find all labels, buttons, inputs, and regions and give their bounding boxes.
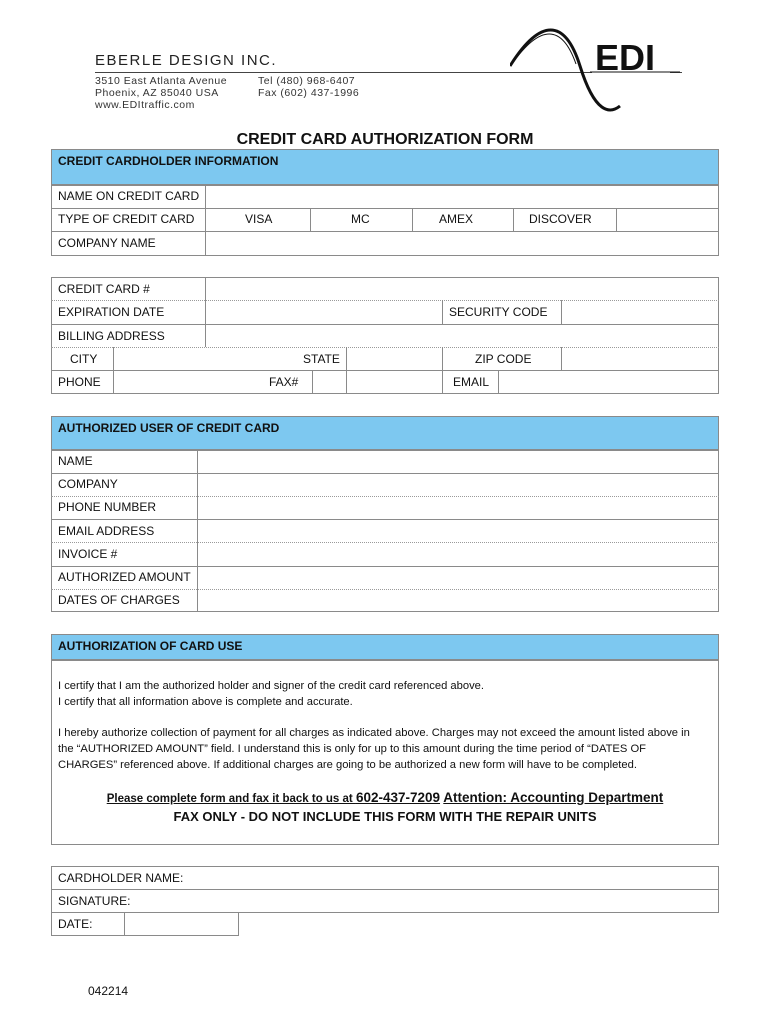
user-company-label: COMPANY [58, 477, 118, 491]
form-code: 042214 [88, 984, 129, 998]
card-type-visa[interactable]: VISA [245, 212, 273, 226]
invoice-label: INVOICE # [58, 547, 118, 561]
authorized-amount-label: AUTHORIZED AMOUNT [58, 570, 191, 584]
phone-label: PHONE [58, 375, 101, 389]
form-title: CREDIT CARD AUTHORIZATION FORM [236, 131, 534, 148]
fax-attention: Attention: Accounting Department [443, 790, 664, 805]
card-type-discover[interactable]: DISCOVER [529, 212, 592, 226]
user-email-label: EMAIL ADDRESS [58, 524, 155, 538]
signature-field[interactable] [140, 890, 718, 911]
signature-label: SIGNATURE: [58, 894, 131, 908]
security-code-field[interactable] [562, 301, 718, 323]
date-label: DATE: [58, 917, 93, 931]
state-label: STATE [303, 352, 340, 366]
billing-address-label: BILLING ADDRESS [58, 329, 165, 343]
address-line-2: Phoenix, AZ 85040 USA [95, 87, 219, 99]
company-name-label: COMPANY NAME [58, 236, 156, 250]
card-type-amex[interactable]: AMEX [439, 212, 474, 226]
authorization-paragraph-line-2: the “AUTHORIZED AMOUNT” field. I understand this is only for up to this amount during the time period of “DATES OF [58, 743, 646, 755]
user-phone-field[interactable] [198, 497, 718, 518]
user-name-field[interactable] [198, 451, 718, 472]
name-on-card-field[interactable] [206, 186, 718, 207]
fax-number: Fax (602) 437-1996 [258, 87, 360, 99]
telephone: Tel (480) 968-6407 [258, 75, 356, 87]
dates-of-charges-field[interactable] [198, 590, 718, 611]
cardholder-name-label: CARDHOLDER NAME: [58, 871, 184, 885]
authorization-paragraph-line-3: CHARGES” referenced above. If additional charges are going to be authorized a new form will have to be completed. [58, 759, 637, 771]
company-name: EBERLE DESIGN INC. [95, 52, 278, 69]
logo-text: EDI [595, 37, 656, 78]
fax-only-notice: FAX ONLY - DO NOT INCLUDE THIS FORM WITH THE REPAIR UNITS [173, 809, 597, 824]
state-field[interactable] [347, 348, 441, 369]
company-name-field[interactable] [206, 232, 718, 255]
security-code-label: SECURITY CODE [449, 305, 548, 319]
billing-address-field[interactable] [206, 325, 718, 346]
date-field[interactable] [125, 913, 238, 935]
zip-code-field[interactable] [562, 348, 718, 369]
fax-back-number: 602-437-7209 [355, 790, 441, 805]
fax-instructions [51, 789, 719, 807]
website: www.EDItraffic.com [95, 99, 195, 111]
authorization-paragraph-line-1: I hereby authorize collection of payment for all charges as indicated above. Charges may not exceed the amount listed above in [58, 727, 690, 739]
card-type-label: TYPE OF CREDIT CARD [58, 212, 195, 226]
authorized-amount-field[interactable] [198, 567, 718, 588]
edi-logo [510, 26, 685, 118]
card-number-label: CREDIT CARD # [58, 282, 150, 296]
authorization-header: AUTHORIZATION OF CARD USE [51, 634, 719, 660]
certify-line-1: I certify that I am the authorized holder and signer of the credit card referenced above. [58, 680, 484, 692]
zip-code-label: ZIP CODE [475, 352, 532, 366]
authorized-user-header: AUTHORIZED USER OF CREDIT CARD [51, 416, 719, 450]
expiration-field[interactable] [206, 301, 441, 323]
email-label: EMAIL [453, 375, 490, 389]
user-email-field[interactable] [198, 520, 718, 541]
name-on-card-label: NAME ON CREDIT CARD [58, 189, 200, 203]
user-phone-label: PHONE NUMBER [58, 500, 157, 514]
cardholder-header: CREDIT CARDHOLDER INFORMATION [51, 149, 719, 185]
invoice-field[interactable] [198, 543, 718, 565]
certify-line-2: I certify that all information above is complete and accurate. [58, 696, 353, 708]
user-company-field[interactable] [198, 474, 718, 495]
cardholder-name-field[interactable] [190, 867, 718, 888]
card-type-mc[interactable]: MC [351, 212, 370, 226]
card-number-field[interactable] [206, 278, 718, 299]
dates-of-charges-label: DATES OF CHARGES [58, 593, 180, 607]
fax-field[interactable] [313, 371, 441, 393]
city-label: CITY [70, 352, 98, 366]
email-field[interactable] [499, 371, 718, 393]
address-line-1: 3510 East Atlanta Avenue [95, 75, 228, 87]
fax-prefix: Please complete form and fax it back to us at [106, 793, 356, 805]
expiration-label: EXPIRATION DATE [58, 305, 165, 319]
fax-label: FAX# [269, 375, 299, 389]
user-name-label: NAME [58, 454, 93, 468]
